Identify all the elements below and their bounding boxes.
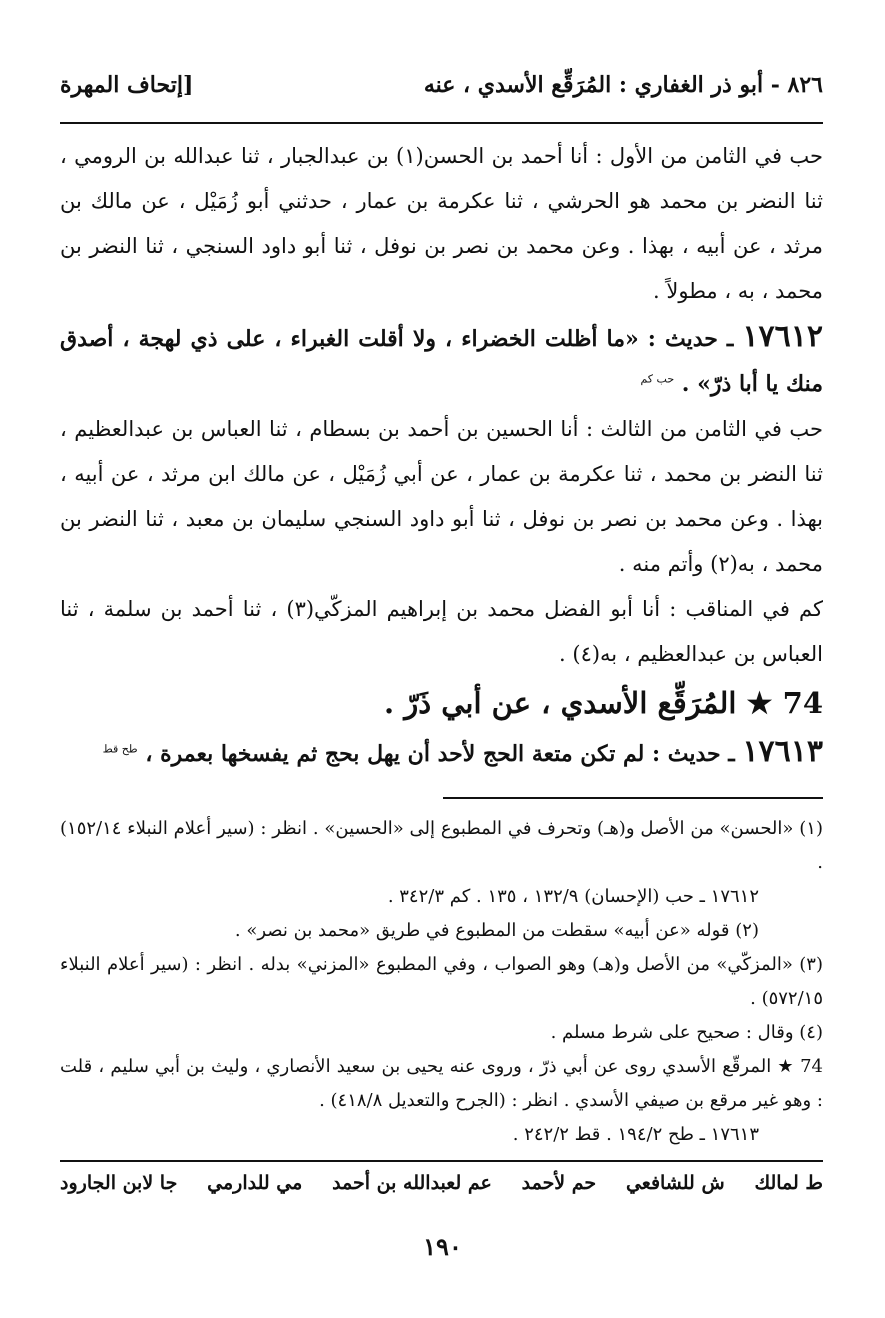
legend-item: حم لأحمد <box>521 1172 597 1194</box>
hadith-text: ـ حديث : لم تكن متعة الحج لأحد أن يهل بحج ثم يفسخها بعمرة ، <box>145 741 735 767</box>
footnote: 74 ★ المرقّع الأسدي روى عن أبي ذرّ ، وروى عنه يحيى بن سعيد الأنصاري ، وليث بن أبي سليم ، قلت : وهو غير مرقع بن صيفي الأسدي . انظر : (الجرح والتعديل ٤١٨/٨) . <box>60 1056 823 1111</box>
section-title: 74 ★ المُرَقِّع الأسدي ، عن أبي ذَرّ . <box>384 686 823 720</box>
footnote: (٣) «المزكّي» من الأصل و(هـ) وهو الصواب ، وفي المطبوع «المزني» بدله . انظر : (سير أعلام النبلاء ٥٧٢/١٥) . <box>60 954 823 1009</box>
legend-item: جا لابن الجارود <box>60 1172 178 1194</box>
header-book-title: [إتحاف المهرة <box>60 72 194 98</box>
hadith-number: ١٧٦١٣ <box>742 734 823 769</box>
header-rule <box>60 122 823 124</box>
legend-item: عم لعبدالله بن أحمد <box>332 1172 492 1194</box>
legend-item: ش للشافعي <box>625 1172 725 1194</box>
footnote: ١٧٦١٣ ـ طح ١٩٤/٢ . قط ٢٤٢/٢ . <box>512 1124 759 1145</box>
main-text <box>60 134 823 777</box>
footnotes <box>60 812 823 1152</box>
header-chapter-title: ٨٢٦ - أبو ذر الغفاري : المُرَقِّع الأسدي ، عنه <box>423 72 823 98</box>
hadith-17613 <box>60 729 823 777</box>
footnote: (٤) وقال : صحيح على شرط مسلم . <box>550 1022 823 1043</box>
hadith-17612 <box>60 314 823 407</box>
legend-item: ط لمالك <box>754 1172 823 1194</box>
paragraph-1: حب في الثامن من الأول : أنا أحمد بن الحسن(١) بن عبدالجبار ، ثنا عبدالله بن الرومي ، ثنا النضر بن محمد هو الحرشي ، ثنا عكرمة بن عمار ، حدثني أبو زُمَيْل ، عن مالك بن مرثد ، عن أبيه ، بهذا . وعن محمد بن نصر بن نوفل ، ثنا أبو داود السنجي ، ثنا النضر بن محمد ، به ، مطولاً . <box>60 144 823 303</box>
paragraph-3: كم في المناقب : أنا أبو الفضل محمد بن إبراهيم المزكّي(٣) ، ثنا أحمد بن سلمة ، ثنا العباس بن عبدالعظيم ، به(٤) . <box>60 597 823 666</box>
footnote: (٢) قوله «عن أبيه» سقطت من المطبوع في طريق «محمد بن نصر» . <box>234 920 759 941</box>
hadith-text: ـ حديث : «ما أظلت الخضراء ، ولا أقلت الغبراء ، على ذي لهجة ، أصدق منك يا أبا ذرّ» . <box>60 326 823 397</box>
running-header <box>60 72 823 106</box>
footnote-rule <box>443 797 823 799</box>
hadith-number: ١٧٦١٢ <box>742 319 823 354</box>
footnote: (١) «الحسن» من الأصل و(هـ) وتحرف في المطبوع إلى «الحسين» . انظر : (سير أعلام النبلاء ١٥٢/١٤) . <box>60 818 823 873</box>
source-symbols: طح قط <box>102 742 138 756</box>
legend-rule <box>60 1160 823 1162</box>
legend-item: مي للدارمي <box>207 1172 303 1194</box>
page-number: ١٩٠ <box>423 1232 462 1261</box>
footnote: ١٧٦١٢ ـ حب (الإحسان) ١٣٢/٩ ، ١٣٥ . كم ٣٤٢/٣ . <box>387 886 759 907</box>
source-symbols: حب كم <box>640 372 675 386</box>
abbreviation-legend <box>60 1172 823 1194</box>
paragraph-2: حب في الثامن من الثالث : أنا الحسين بن أحمد بن بسطام ، ثنا العباس بن عبدالعظيم ، ثنا النضر بن محمد ، ثنا عكرمة بن عمار ، عن أبي زُمَيْل ، عن مالك ابن مرثد ، عن أبيه ، بهذا . وعن محمد بن نصر بن نوفل ، ثنا أبو داود السنجي سليمان بن معبد ، ثنا النضر بن محمد ، به(٢) وأتم منه . <box>60 417 823 576</box>
